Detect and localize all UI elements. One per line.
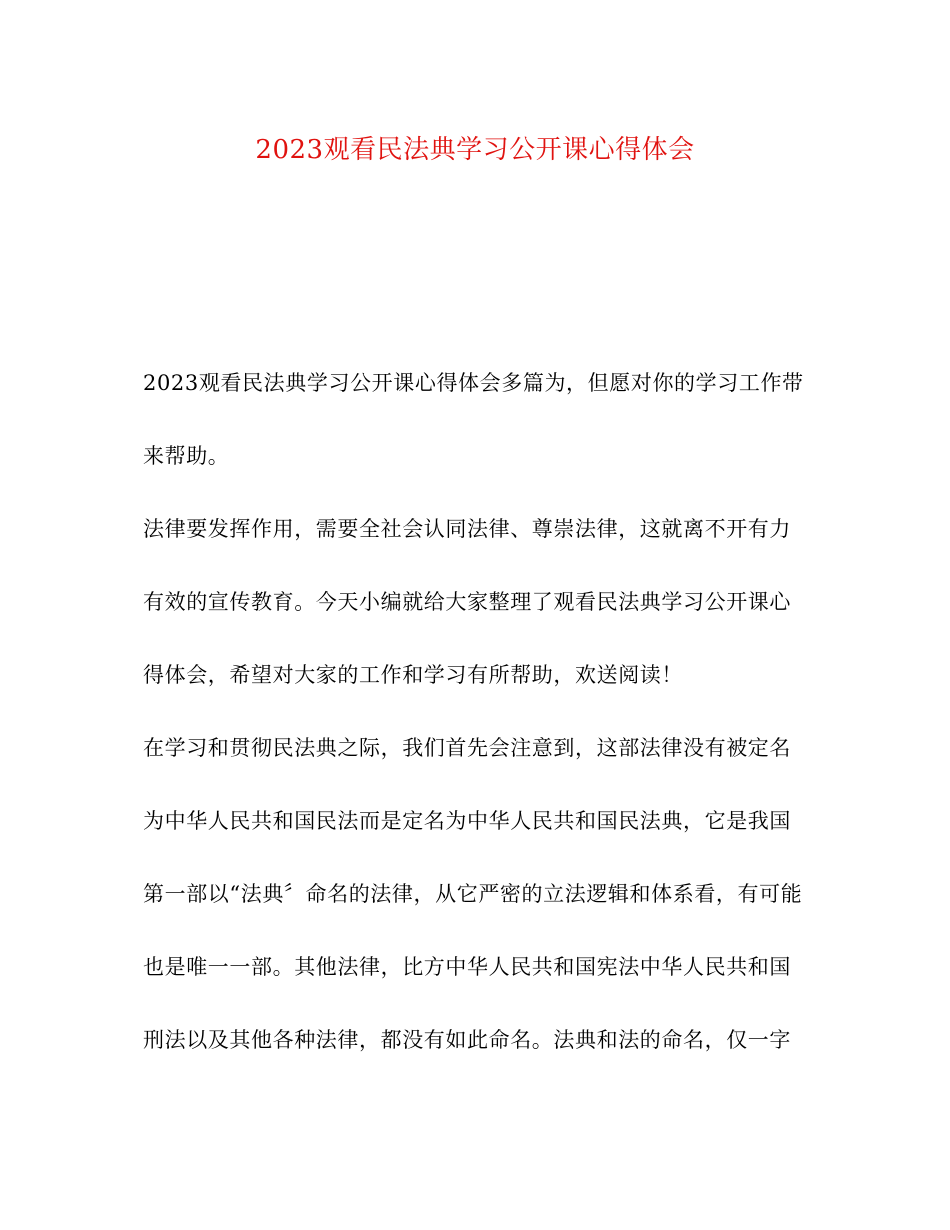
body-line-7: 为中华人民共和国民法而是定名为中华人民共和国民法典，它是我国 (143, 809, 791, 833)
body-line-10: 刑法以及其他各种法律，都没有如此命名。法典和法的命名，仅一字 (143, 1028, 791, 1052)
body-line-6: 在学习和贯彻民法典之际，我们首先会注意到，这部法律没有被定名 (143, 736, 791, 760)
body-line-8: 第一部以“法典〞命名的法律，从它严密的立法逻辑和体系看，有可能 (143, 882, 803, 906)
body-line-3: 法律要发挥作用，需要全社会认同法律、尊崇法律，这就离不开有力 (143, 517, 791, 541)
body-line-5: 得体会，希望对大家的工作和学习有所帮助，欢送阅读！ (143, 663, 683, 687)
document-body (143, 358, 813, 1088)
body-line-4: 有效的宣传教育。今天小编就给大家整理了观看民法典学习公开课心 (143, 590, 791, 614)
body-line-1: 2023观看民法典学习公开课心得体会多篇为，但愿对你的学习工作带 (143, 371, 804, 395)
body-line-9: 也是唯一一部。其他法律，比方中华人民共和国宪法中华人民共和国 (143, 955, 791, 979)
body-line-2: 来帮助。 (143, 444, 230, 468)
document-title: 2023观看民法典学习公开课心得体会 (255, 135, 695, 165)
